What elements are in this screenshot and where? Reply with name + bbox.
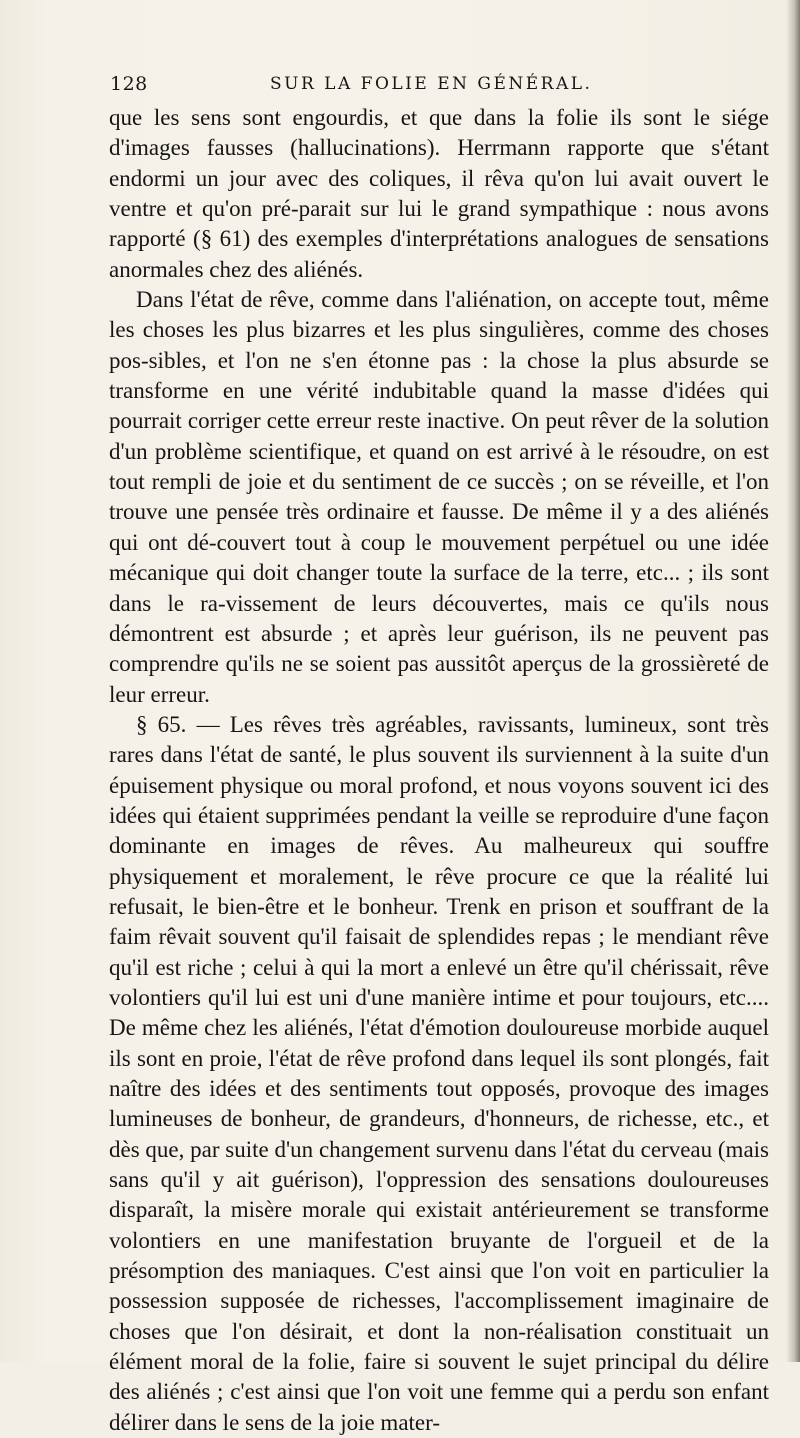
running-head: SUR LA FOLIE EN GÉNÉRAL. — [270, 74, 593, 94]
page-header — [110, 73, 766, 101]
page-number: 128 — [110, 73, 148, 95]
body-text — [109, 103, 769, 1438]
page-edge-shadow — [786, 0, 800, 1362]
paragraph-2: Dans l'état de rêve, comme dans l'aliénation, on accepte tout, même les choses les plus bizarres et les plus singulières, comme des choses pos-sibles, et l'on ne s'en étonne pas : la chose la plus absurde se transforme en une vérité indubitable quand la masse d'idées qui pourrait corriger cette erreur reste inactive. On peut rêver de la solution d'un problème scientifique, et quand on est arrivé à le résoudre, on est tout rempli de joie et du sentiment de ce succès ; on se réveille, et l'on trouve une pensée très ordinaire et fausse. De même il y a des aliénés qui ont dé-couvert tout à coup le mouvement perpétuel ou une idée mécanique qui doit changer toute la surface de la terre, etc... ; ils sont dans le ra-vissement de leurs découvertes, mais ce qu'ils nous démontrent est absurde ; et après leur guérison, ils ne peuvent pas comprendre qu'ils ne se soient pas aussitôt aperçus de la grossièreté de leur erreur. — [109, 287, 769, 707]
paragraph-3: § 65. — Les rêves très agréables, ravissants, lumineux, sont très rares dans l'état de santé, le plus souvent ils surviennent à la suite d'un épuisement physique ou moral profond, et nous voyons souvent ici des idées qui étaient supprimées pendant la veille se reproduire d'une façon dominante en images de rêves. Au malheureux qui souffre physiquement et moralement, le rêve procure ce que la réalité lui refusait, le bien-être et le bonheur. Trenk en prison et souffrant de la faim rêvait souvent qu'il faisait de splendides repas ; le mendiant rêve qu'il est riche ; celui à qui la mort a enlevé un être qu'il chérissait, rêve volontiers qu'il lui est uni d'une manière intime et pour toujours, etc.... De même chez les aliénés, l'état d'émotion douloureuse morbide auquel ils sont en proie, l'état de rêve profond dans lequel ils sont plongés, fait naître des idées et des sentiments tout opposés, provoque des images lumineuses de bonheur, de grandeurs, d'honneurs, de richesse, etc., et dès que, par suite d'un changement survenu dans l'état du cerveau (mais sans qu'il y ait guérison), l'oppression des sensations douloureuses disparaît, la misère morale qui existait antérieurement se transforme volontiers en une manifestation bruyante de l'orgueil et de la présomption des maniaques. C'est ainsi que l'on voit en particulier la possession supposée de richesses, l'accomplissement imaginaire de choses que l'on désirait, et dont la non-réalisation constituait un élément moral de la folie, faire si souvent le sujet principal du délire des aliénés ; c'est ainsi que l'on voit une femme qui a perdu son enfant délirer dans le sens de la joie mater- — [109, 711, 769, 1435]
paragraph-1: que les sens sont engourdis, et que dans la folie ils sont le siége d'images fausses (hallucinations). Herrmann rapporte que s'étant endormi un jour avec des coliques, il rêva qu'on lui avait ouvert le ventre et qu'on pré-parait sur lui le grand sympathique : nous avons rapporté (§ 61) des exemples d'interprétations analogues de sensations anormales chez des aliénés. — [109, 105, 769, 282]
